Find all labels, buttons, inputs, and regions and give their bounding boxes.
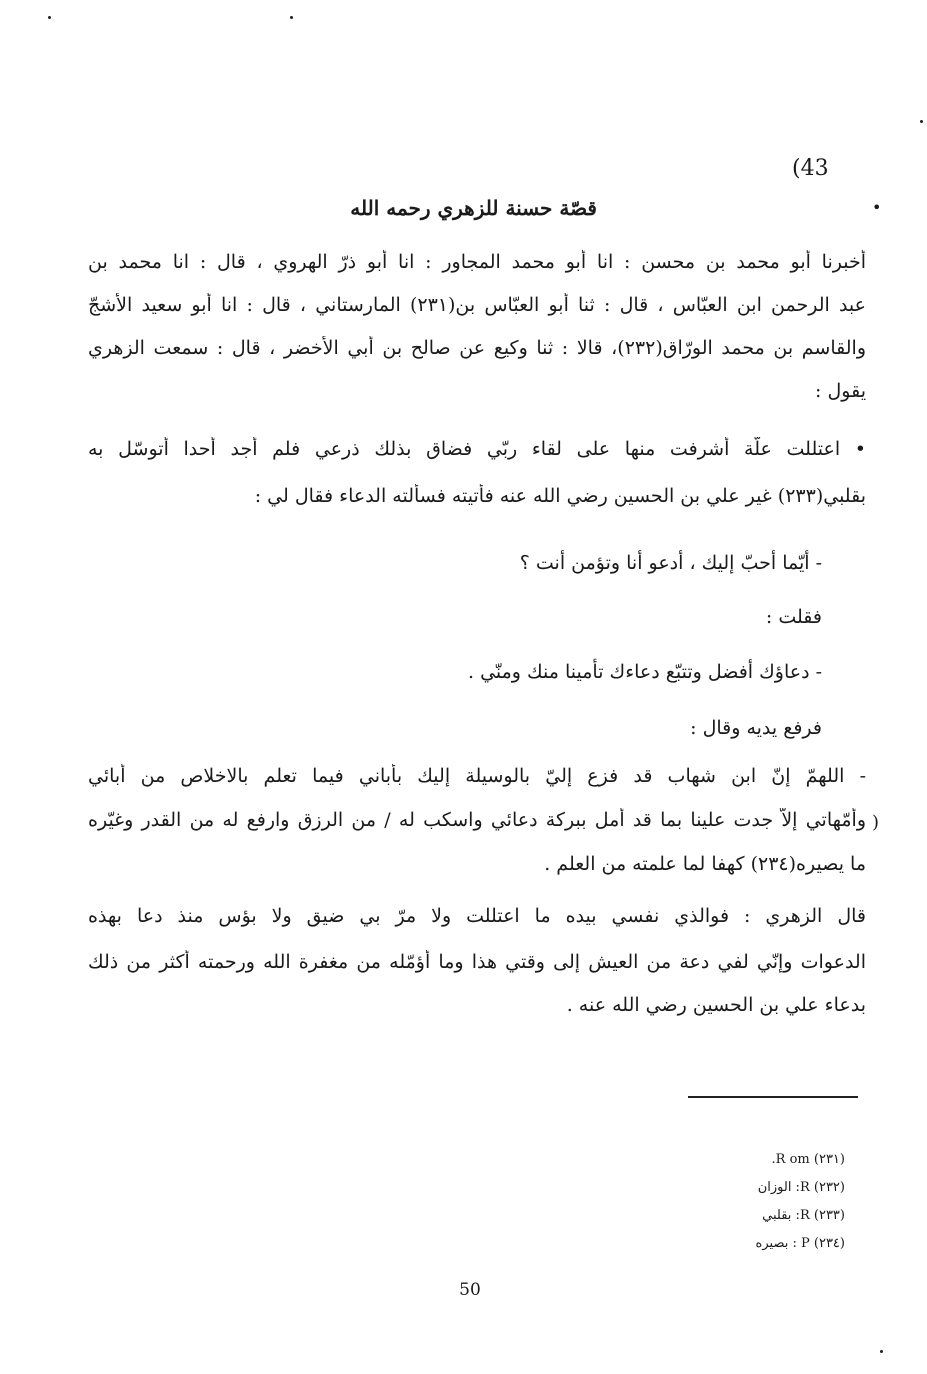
footnote <box>690 1208 845 1224</box>
scan-speck <box>48 16 51 19</box>
footnote-number: (٢٣٤) <box>813 1236 845 1251</box>
footnote <box>690 1180 845 1196</box>
scan-speck <box>880 1350 883 1353</box>
footnote-number: (٢٣٣) <box>813 1208 845 1223</box>
footnote-text: R: بقلبي <box>762 1208 810 1223</box>
page-number: 50 <box>459 1280 481 1300</box>
footnote-text: R: الوزان <box>757 1180 810 1195</box>
footnote-text: R om. <box>771 1152 810 1167</box>
text-line: يقول : <box>815 380 866 402</box>
footnote-rule <box>688 1096 858 1098</box>
text-line: قال الزهري : فوالذي نفسي بيده ما اعتللت ولا مرّ بي ضيق ولا بؤس منذ دعا بهذه <box>88 905 866 927</box>
text-line: الدعوات وإنّي لفي دعة من العيش إلى وقتي هذا وما أؤمّله من مغفرة الله ورحمته أكثر من ذلك <box>88 951 866 973</box>
footnote-number: (٢٣١) <box>813 1152 845 1167</box>
footnote-text: P : بصيره <box>755 1236 810 1251</box>
text-line: عبد الرحمن ابن العبّاس ، قال : ثنا أبو العبّاس بن(٢٣١) المارستاني ، قال : انا أبو سعيد الأشجّ <box>88 294 866 316</box>
footnote <box>690 1236 845 1252</box>
scan-speck <box>290 16 293 19</box>
dialog-line: فقلت : <box>765 606 822 628</box>
dialog-line: - أيّما أحبّ إليك ، أدعو أنا وتؤمن أنت ؟ <box>519 552 822 574</box>
text-line: وأمّهاتي إلاّ جدت علينا بما قد أمل ببركة دعائي واسكب له / من الرزق وارفع له من القدر وغيّره <box>88 809 866 831</box>
text-line: - اللهمّ إنّ ابن شهاب قد فزع إليّ بالوسيلة إليك بأباني فيما تعلم بالاخلاص من أبائي <box>88 765 866 787</box>
text-line: ما يصيره(٢٣٤) كهفا لما علمته من العلم . <box>544 853 866 875</box>
text-line: أخبرنا أبو محمد بن محسن : انا أبو محمد المجاور : انا أبو ذرّ الهروي ، قال : انا محمد بن <box>88 251 866 273</box>
heading-bullet: • <box>872 198 882 217</box>
dialog-line: فرفع يديه وقال : <box>690 717 822 739</box>
section-number: (43 <box>792 156 829 181</box>
text-line: بدعاء علي بن الحسين رضي الله عنه . <box>566 994 866 1016</box>
section-heading: قصّة حسنة للزهري رحمه الله <box>350 196 597 220</box>
footnote-number: (٢٣٢) <box>813 1180 845 1195</box>
text-line: بقلبي(٢٣٣) غير علي بن الحسين رضي الله عنه فأتيته فسألته الدعاء فقال لي : <box>254 485 866 507</box>
margin-mark: ) <box>872 812 880 833</box>
dialog-line: - دعاؤك أفضل وتتبّع دعاءك تأمينا منك ومنّي . <box>467 661 822 683</box>
text-line: والقاسم بن محمد الورّاق(٢٣٢)، قالا : ثنا وكيع عن صالح بن أبي الأخضر ، قال : سمعت الزهري <box>88 337 866 359</box>
scan-speck <box>920 120 923 123</box>
text-line: • اعتللت علّة أشرفت منها على لقاء ربّي فضاق بذلك ذرعي فلم أجد أحدا أتوسّل به <box>88 438 866 460</box>
footnote <box>690 1152 845 1168</box>
